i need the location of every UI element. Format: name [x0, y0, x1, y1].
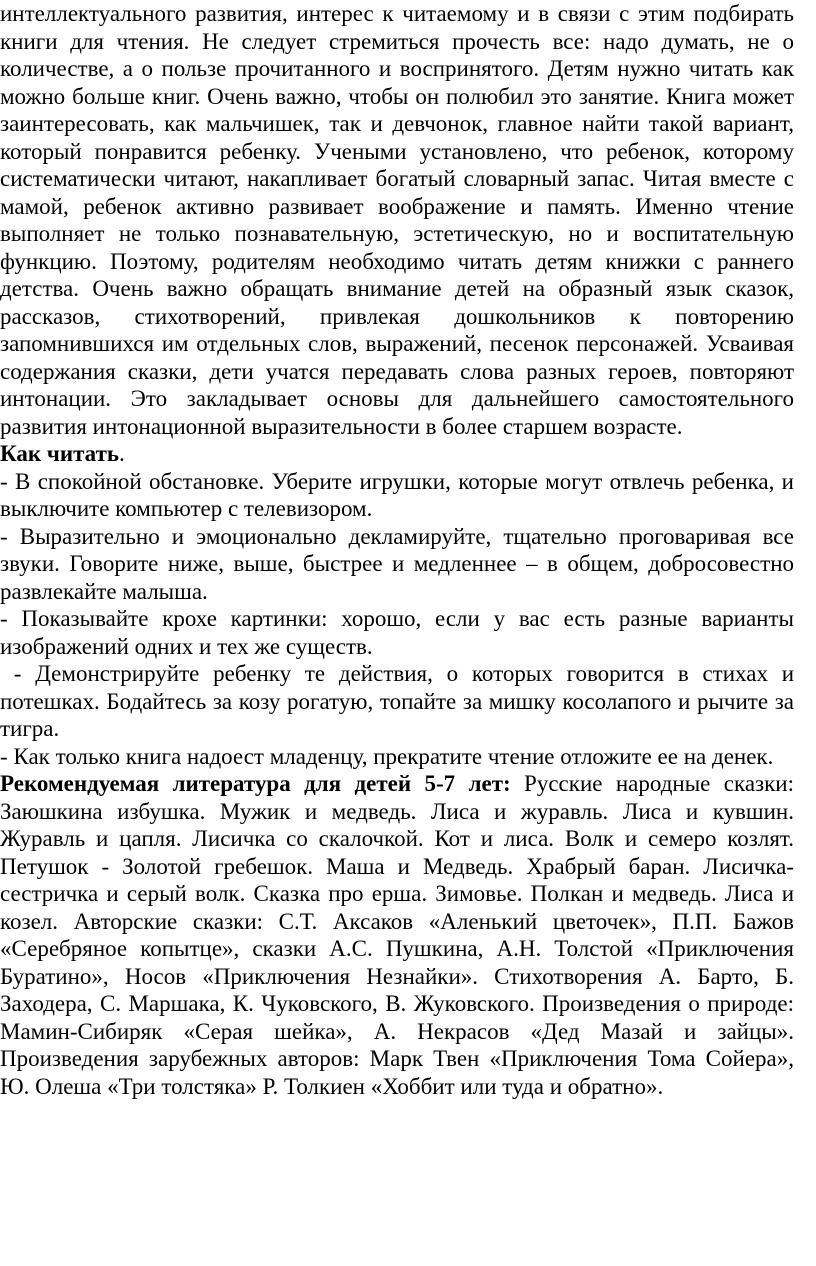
how-to-read-heading: Как читать	[0, 441, 120, 466]
recommended-body: Русские народные сказки: Заюшкина избушка. Мужик и медведь. Лиса и журавль. Лиса и кувшин. Журавль и цапля. Лисичка со скалочкой. Кот и лиса. Волк и семеро козлят. Петушок - Золотой гребешок. Маша и Медведь. Храбрый баран. Лисичка-сестричка и серый волк. Сказка про ерша. Зимовье. Полкан и медведь. Лиса и козел. Авторские сказки: С.Т. Аксаков «Аленький цветочек», П.П. Бажов «Серебряное копытце», сказки А.С. Пушкина, А.Н. Толстой «Приключения Буратино», Носов «Приключения Незнайки». Стихотворения А. Барто, Б. Заходера, С. Маршака, К. Чуковского, В. Жуковского. Произведения о природе: Мамин-Сибиряк «Серая шейка», А. Некрасов «Дед Мазай и зайцы». Произведения зарубежных авторов: Марк Твен «Приключения Тома Сойера», Ю. Олеша «Три толстяка» Р. Толкиен «Хоббит или туда и обратно».	[0, 771, 794, 1099]
tip-item: - Демонстрируйте ребенку те действия, о которых говорится в стихах и потешках. Бодайтесь за козу рогатую, топайте за мишку косолапого и рычите за тигра.	[0, 661, 800, 741]
recommended-heading: Рекомендуемая литература для детей 5-7 лет:	[0, 771, 511, 796]
recommended-paragraph	[0, 770, 794, 1100]
how-to-read-heading-line	[0, 440, 794, 468]
tip-item: - Выразительно и эмоционально декламируйте, тщательно проговаривая все звуки. Говорите ниже, выше, быстрее и медленнее – в общем, добросовестно развлекайте малыша.	[0, 523, 794, 604]
tip-item: - Показывайте крохе картинки: хорошо, если у вас есть разные варианты изображений одних и тех же существ.	[0, 606, 794, 659]
tip-item: - В спокойной обстановке. Уберите игрушки, которые могут отвлечь ребенка, и выключите компьютер с телевизором.	[0, 468, 794, 521]
tip-item: - Как только книга надоест младенцу, прекратите чтение отложите ее на денек.	[0, 743, 774, 769]
intro-paragraph: интеллектуального развития, интерес к читаемому и в связи с этим подбирать книги для чтения. Не следует стремиться прочесть все: надо думать, не о количестве, а о пользе прочитанного и воспринятого. Детям нужно читать как можно больше книг. Очень важно, чтобы он полюбил это занятие. Книга может заинтересовать, как мальчишек, так и девчонок, главное найти такой вариант, который понравится ребенку. Учеными установлено, что ребенок, которому систематически читают, накапливает богатый словарный запас. Читая вместе с мамой, ребенок активно развивает воображение и память. Именно чтение выполняет не только познавательную, эстетическую, но и воспитательную функцию. Поэтому, родителям необходимо читать детям книжки с раннего детства. Очень важно обращать внимание детей на образный язык сказок, рассказов, стихотворений, привлекая дошкольников к повторению запомнившихся им отдельных слов, выражений, песенок персонажей. Усваивая содержания сказки, дети учатся передавать слова разных героев, повторяют интонации. Это закладывает основы для дальнейшего самостоятельного развития интонационной выразительности в более старшем возрасте.	[0, 1, 794, 439]
how-to-read-heading-suffix: .	[119, 441, 125, 466]
